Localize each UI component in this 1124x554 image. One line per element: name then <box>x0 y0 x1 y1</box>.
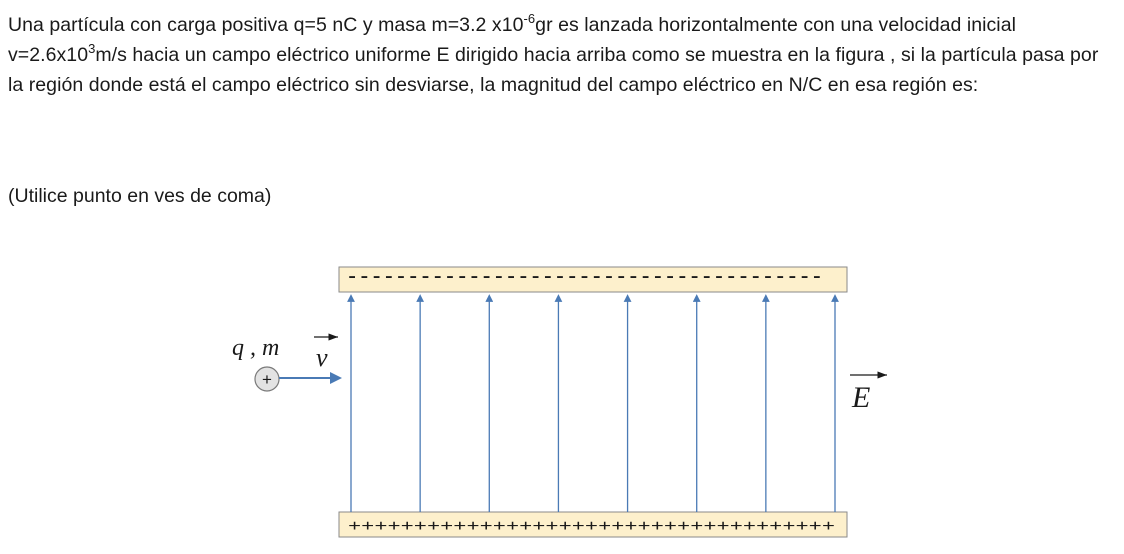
velocity-label: v <box>316 343 328 372</box>
bottom-plate-charges: +++++++++++++++++++++++++++++++++++++ <box>348 518 835 536</box>
problem-text-part2: gr es lanzada horizontalmente con una velocidad inicial v=2.6x10 <box>8 14 1016 66</box>
problem-text-part3: m/s hacia un campo eléctrico uniforme E dirigido hacia arriba como se muestra en la figura , si la partícula pasa por la región donde está el campo eléctrico sin desviarse, la magnitud del campo eléctrico en N/C en esa región es: <box>8 44 1099 96</box>
particle-label: q , m <box>232 335 280 361</box>
particle-sign: + <box>262 370 272 389</box>
problem-text-part1: Una partícula con carga positiva q=5 nC y masa m=3.2 x10 <box>8 14 524 36</box>
mass-exponent: -6 <box>523 10 536 26</box>
field-lines <box>351 298 835 512</box>
velocity-exponent: 3 <box>88 40 96 56</box>
top-plate-charges: --------------------------------------- <box>346 268 823 286</box>
instruction-note: (Utilice punto en ves de coma) <box>8 185 272 207</box>
field-label: E <box>852 381 871 414</box>
